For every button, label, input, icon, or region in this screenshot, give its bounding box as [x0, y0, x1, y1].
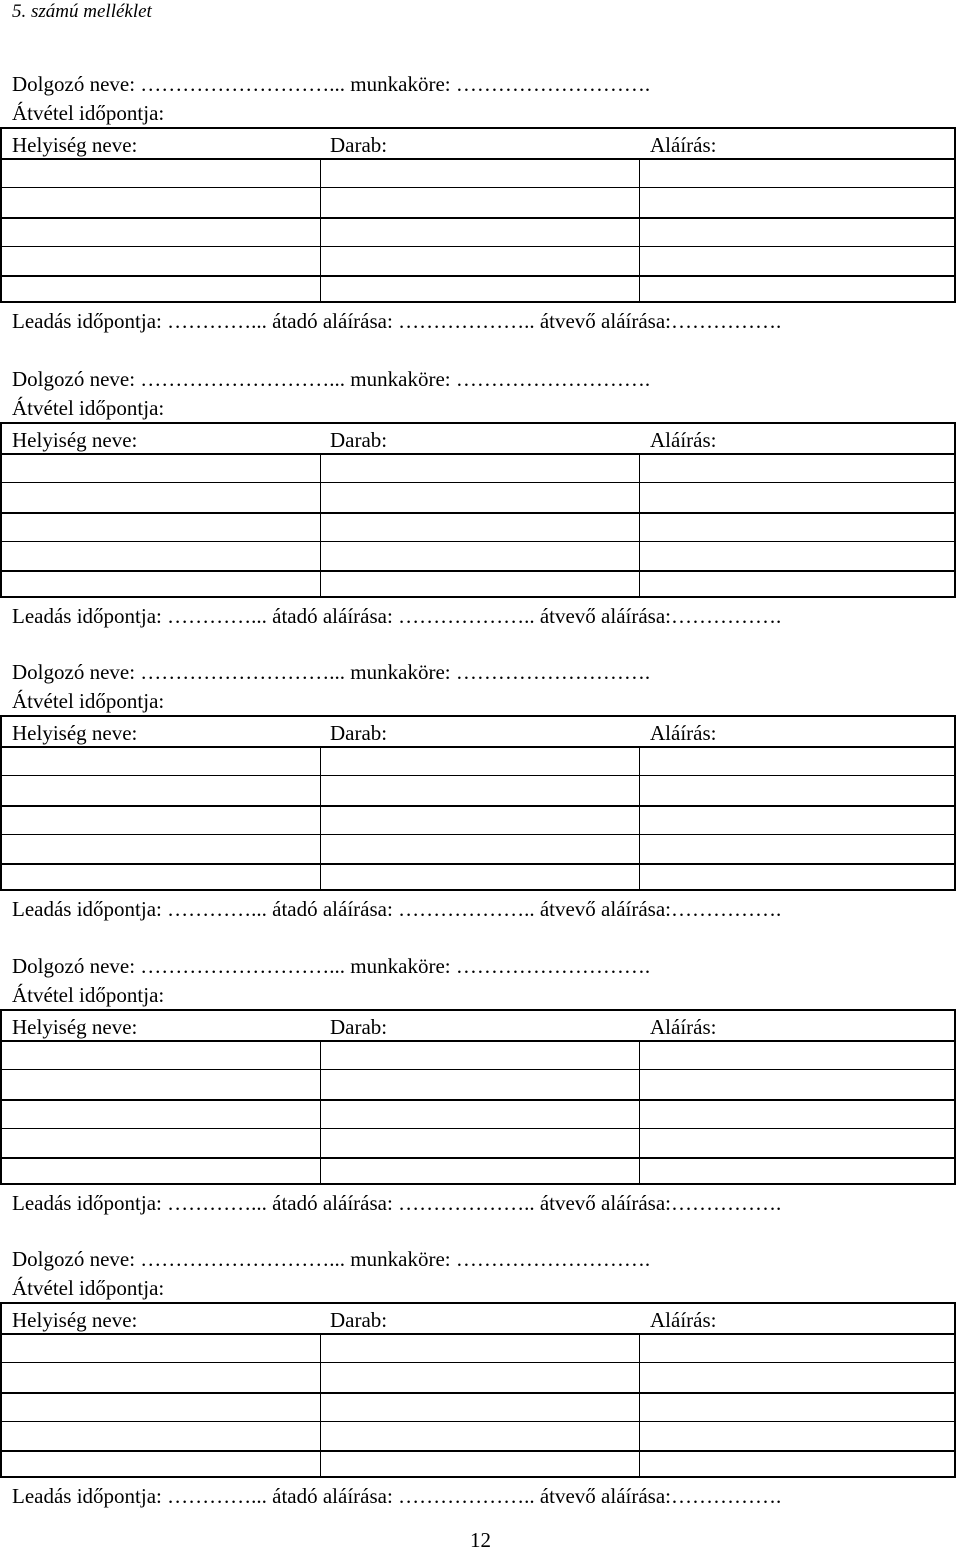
quantity-header: Darab:: [330, 428, 388, 452]
return-line: Leadás időpontja: …………... átadó aláírása: ……………….. átvevő aláírása:…………….: [12, 1484, 782, 1508]
return-line: Leadás időpontja: …………... átadó aláírása: ……………….. átvevő aláírása:…………….: [12, 309, 782, 333]
role-blank[interactable]: ……………………….: [455, 660, 651, 684]
pickup-time-label: Átvétel időpontja:: [12, 1276, 165, 1300]
appendix-label: 5. számú melléklet: [12, 1, 152, 22]
role-blank[interactable]: ……………………….: [455, 367, 651, 391]
receiver-signature-blank[interactable]: …………….: [671, 309, 782, 333]
page-number: 12: [470, 1528, 491, 1552]
name-blank[interactable]: ………………………...: [140, 954, 346, 978]
pickup-time-label: Átvétel időpontja:: [12, 396, 165, 420]
employee-name-line: Dolgozó neve: ………………………... munkaköre: ……………………….: [12, 72, 651, 96]
signature-header: Aláírás:: [650, 428, 717, 452]
room-name-header: Helyiség neve:: [12, 1308, 138, 1332]
role-blank[interactable]: ……………………….: [455, 1247, 651, 1271]
return-date-blank[interactable]: …………...: [161, 604, 267, 628]
name-blank[interactable]: ………………………...: [140, 1247, 346, 1271]
handover-signature-blank[interactable]: ………………..: [398, 604, 535, 628]
receiver-signature-blank[interactable]: …………….: [671, 897, 782, 921]
quantity-header: Darab:: [330, 1015, 388, 1039]
role-blank[interactable]: ……………………….: [455, 954, 651, 978]
return-line: Leadás időpontja: …………... átadó aláírása: ……………….. átvevő aláírása:…………….: [12, 604, 782, 628]
handover-signature-blank[interactable]: ………………..: [398, 309, 535, 333]
name-blank[interactable]: ………………………...: [140, 72, 346, 96]
room-name-header: Helyiség neve:: [12, 1015, 138, 1039]
employee-name-line: Dolgozó neve: ………………………... munkaköre: ……………………….: [12, 1247, 651, 1271]
role-blank[interactable]: ……………………….: [455, 72, 651, 96]
quantity-header: Darab:: [330, 1308, 388, 1332]
employee-name-line: Dolgozó neve: ………………………... munkaköre: ……………………….: [12, 660, 651, 684]
employee-name-line: Dolgozó neve: ………………………... munkaköre: ……………………….: [12, 954, 651, 978]
items-table: [0, 1009, 956, 1185]
form-section-1: [0, 71, 960, 361]
handover-signature-blank[interactable]: ………………..: [398, 1484, 535, 1508]
name-blank[interactable]: ………………………...: [140, 367, 346, 391]
form-section-3: [0, 659, 960, 949]
form-section-4: [0, 953, 960, 1243]
return-line: Leadás időpontja: …………... átadó aláírása: ……………….. átvevő aláírása:…………….: [12, 1191, 782, 1215]
pickup-time-label: Átvétel időpontja:: [12, 983, 165, 1007]
return-date-blank[interactable]: …………...: [161, 1191, 267, 1215]
handover-signature-blank[interactable]: ………………..: [398, 1191, 535, 1215]
signature-header: Aláírás:: [650, 721, 717, 745]
receiver-signature-blank[interactable]: …………….: [671, 604, 782, 628]
receiver-signature-blank[interactable]: …………….: [671, 1484, 782, 1508]
pickup-time-label: Átvétel időpontja:: [12, 689, 165, 713]
return-date-blank[interactable]: …………...: [161, 1484, 267, 1508]
signature-header: Aláírás:: [650, 133, 717, 157]
receiver-signature-blank[interactable]: …………….: [671, 1191, 782, 1215]
items-table: [0, 422, 956, 598]
pickup-time-label: Átvétel időpontja:: [12, 101, 165, 125]
employee-name-line: Dolgozó neve: ………………………... munkaköre: ……………………….: [12, 367, 651, 391]
name-blank[interactable]: ………………………...: [140, 660, 346, 684]
items-table: [0, 715, 956, 891]
items-table: [0, 1302, 956, 1478]
return-date-blank[interactable]: …………...: [161, 309, 267, 333]
return-date-blank[interactable]: …………...: [161, 897, 267, 921]
room-name-header: Helyiség neve:: [12, 428, 138, 452]
quantity-header: Darab:: [330, 133, 388, 157]
signature-header: Aláírás:: [650, 1308, 717, 1332]
items-table: [0, 127, 956, 303]
signature-header: Aláírás:: [650, 1015, 717, 1039]
room-name-header: Helyiség neve:: [12, 133, 138, 157]
return-line: Leadás időpontja: …………... átadó aláírása: ……………….. átvevő aláírása:…………….: [12, 897, 782, 921]
quantity-header: Darab:: [330, 721, 388, 745]
room-name-header: Helyiség neve:: [12, 721, 138, 745]
form-section-2: [0, 366, 960, 656]
handover-signature-blank[interactable]: ………………..: [398, 897, 535, 921]
form-section-5: [0, 1246, 960, 1536]
